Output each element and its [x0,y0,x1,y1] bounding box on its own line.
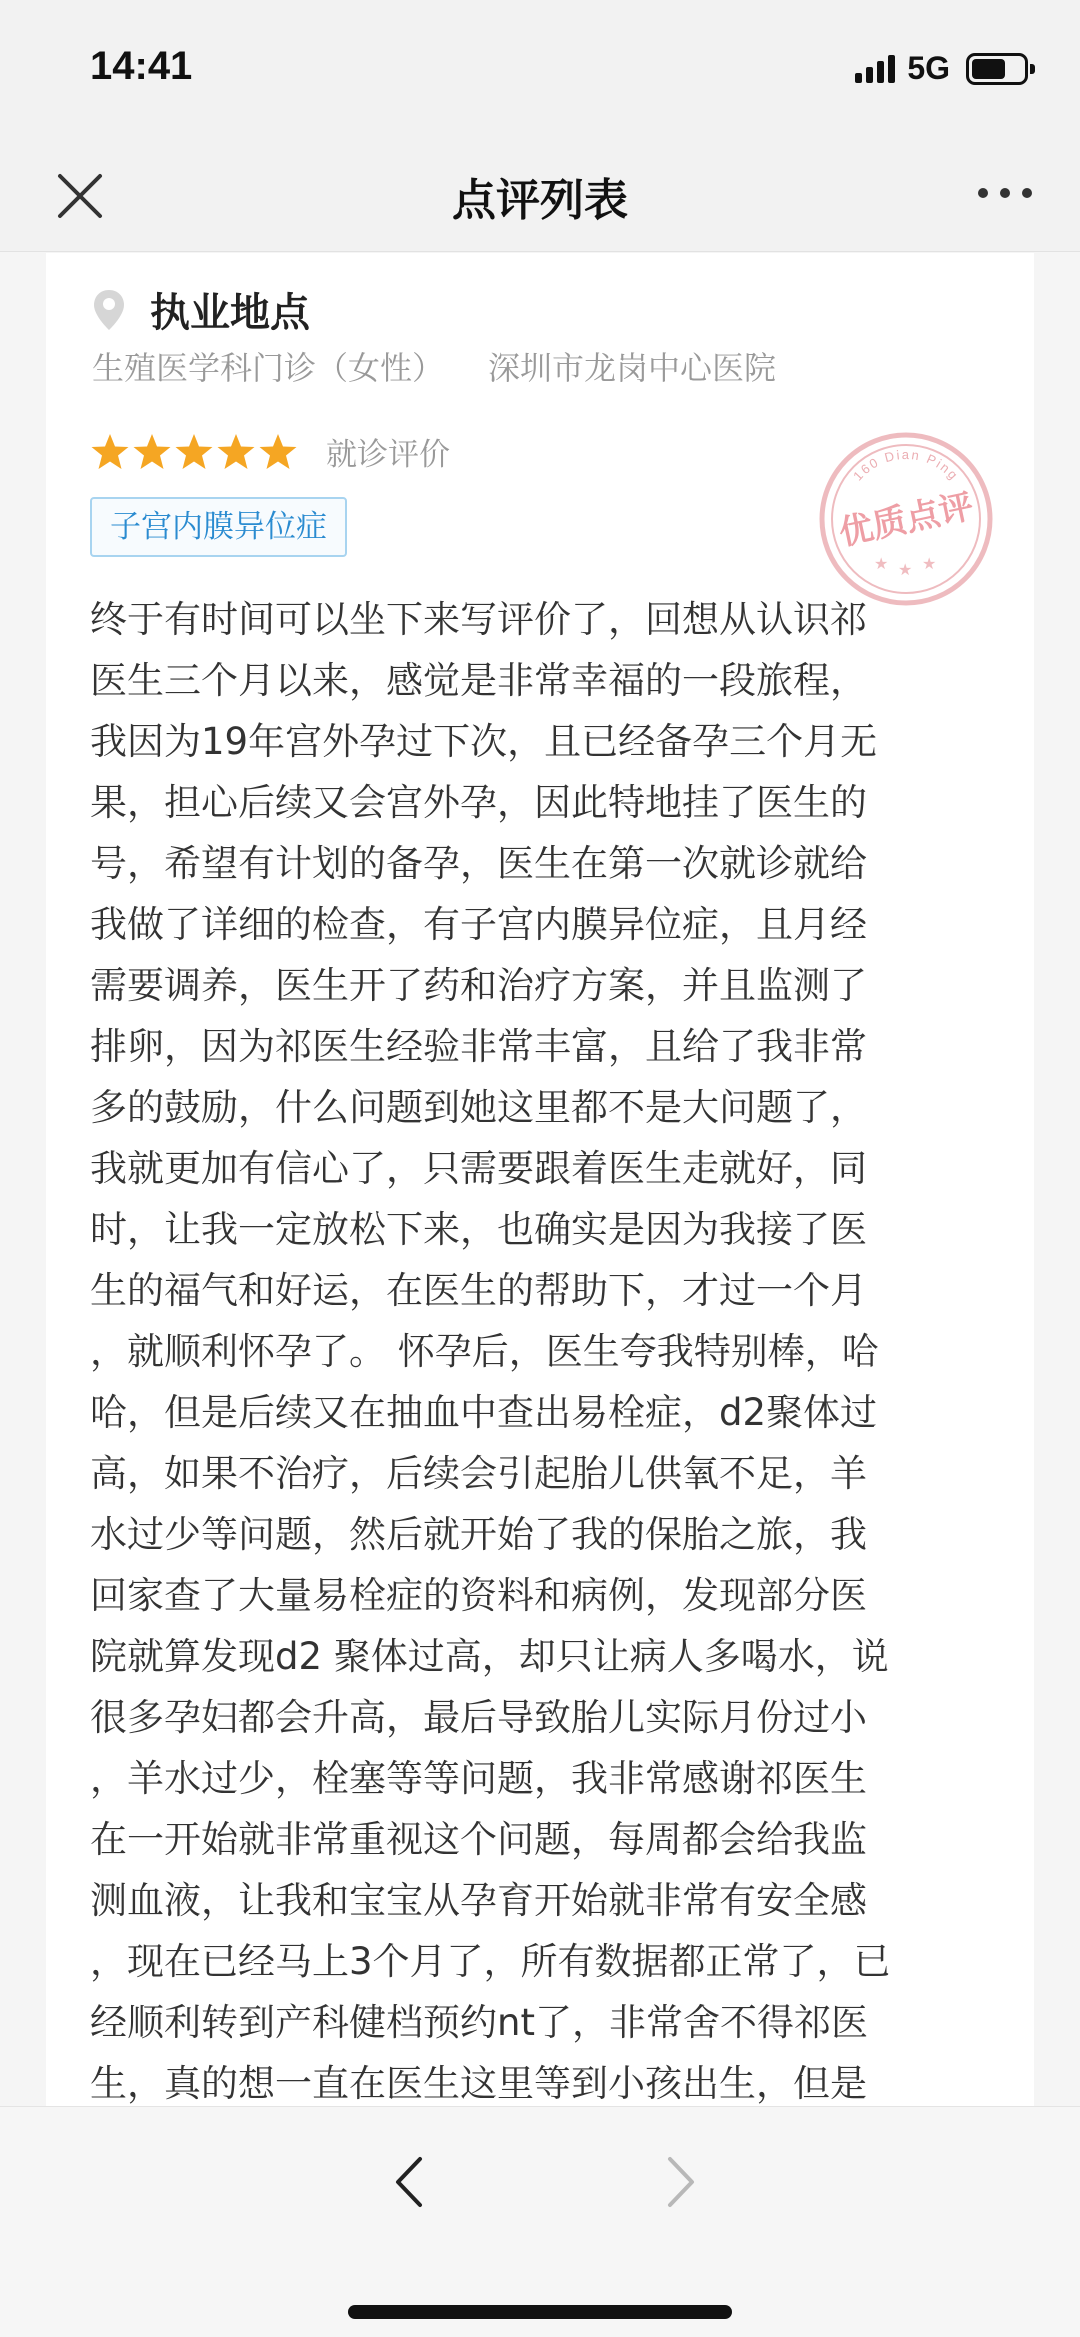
quality-review-stamp [816,429,996,609]
status-bar [0,0,1080,140]
rating-row [90,429,450,474]
home-indicator[interactable] [348,2305,732,2319]
review-card [46,253,1034,2106]
rating-label: 就诊评价 [326,437,450,473]
star-icon [216,432,256,472]
svg-text:★: ★ [922,554,937,573]
department-name: 生殖医学科门诊（女性） [92,349,445,387]
svg-text:160 Dian Ping: 160 Dian Ping [850,446,962,484]
star-icon [132,432,172,472]
network-type: 5G [907,50,950,86]
star-icon [174,432,214,472]
status-indicators [855,50,1028,87]
star-icon [258,432,298,472]
review-list[interactable] [0,253,1080,2106]
disease-tag[interactable]: 子宫内膜异位症 [90,497,347,557]
nav-bar [0,140,1080,252]
location-pin-icon [92,288,126,332]
status-time: 14:41 [90,44,193,88]
location-header [92,281,310,338]
chevron-right-icon[interactable] [650,2147,710,2217]
hospital-name: 深圳市龙岗中心医院 [488,349,777,387]
signal-icon [855,55,895,83]
svg-text:优质点评: 优质点评 [835,486,977,554]
battery-icon [966,53,1028,85]
bottom-nav-bar [0,2106,1080,2337]
location-details [92,343,776,389]
star-icon [90,432,130,472]
chevron-left-icon[interactable] [380,2147,440,2217]
location-title: 执业地点 [150,290,310,336]
review-text: 终于有时间可以坐下来写评价了，回想从认识祁 医生三个月以来，感觉是非常幸福的一段旅程， 我因为19年宫外孕过下次，且已经备孕三个月无 果，担心后续又会宫外孕，因此特地挂了医生的 号，希望有计划的备孕，医生在第一次就诊就给 我做了详细的检查，有子宫内膜异位症，且月经 需要调养，医生开了药和治疗方案，并且监测了 排卵，因为祁医生经验非常丰富，且给了我非常 多的鼓励，什么问题到她这里都不是大问题了， 我就更加有信心了，只需要跟着医生走就好，同 时，让我一定放松下来，也确实是因为我接了医 生的福气和好运，在医生的帮助下，才过一个月 ，就顺利怀孕了。 怀孕后，医生夸我特别棒，哈 哈，但是后续又在抽血中查出易栓症，d2聚体过 高，如果不治疗，后续会引起胎儿供氧不足，羊 水过少等问题，然后就开始了我的保胎之旅，我 回家查了大量易栓症的资料和病例，发现部分医 院就算发现d2 聚体过高，却只让病人多喝水，说 很多孕妇都会升高，最后导致胎儿实际月份过小 ，羊水过少，栓塞等等问题，我非常感谢祁医生 在一开始就非常重视这个问题，每周都会给我监 测血液，让我和宝宝从孕育开始就非常有安全感 ，现在已经马上3个月了，所有数据都正常了，已 经顺利转到产科健档预约nt了，非常舍不得祁医 生，真的想一直在医生这里等到小孩出生，但是 [90,598,891,2105]
svg-text:★: ★ [874,554,889,573]
more-icon[interactable] [978,188,1032,198]
svg-text:★: ★ [898,560,913,579]
star-rating [90,432,298,472]
page-title: 点评列表 [452,175,628,226]
